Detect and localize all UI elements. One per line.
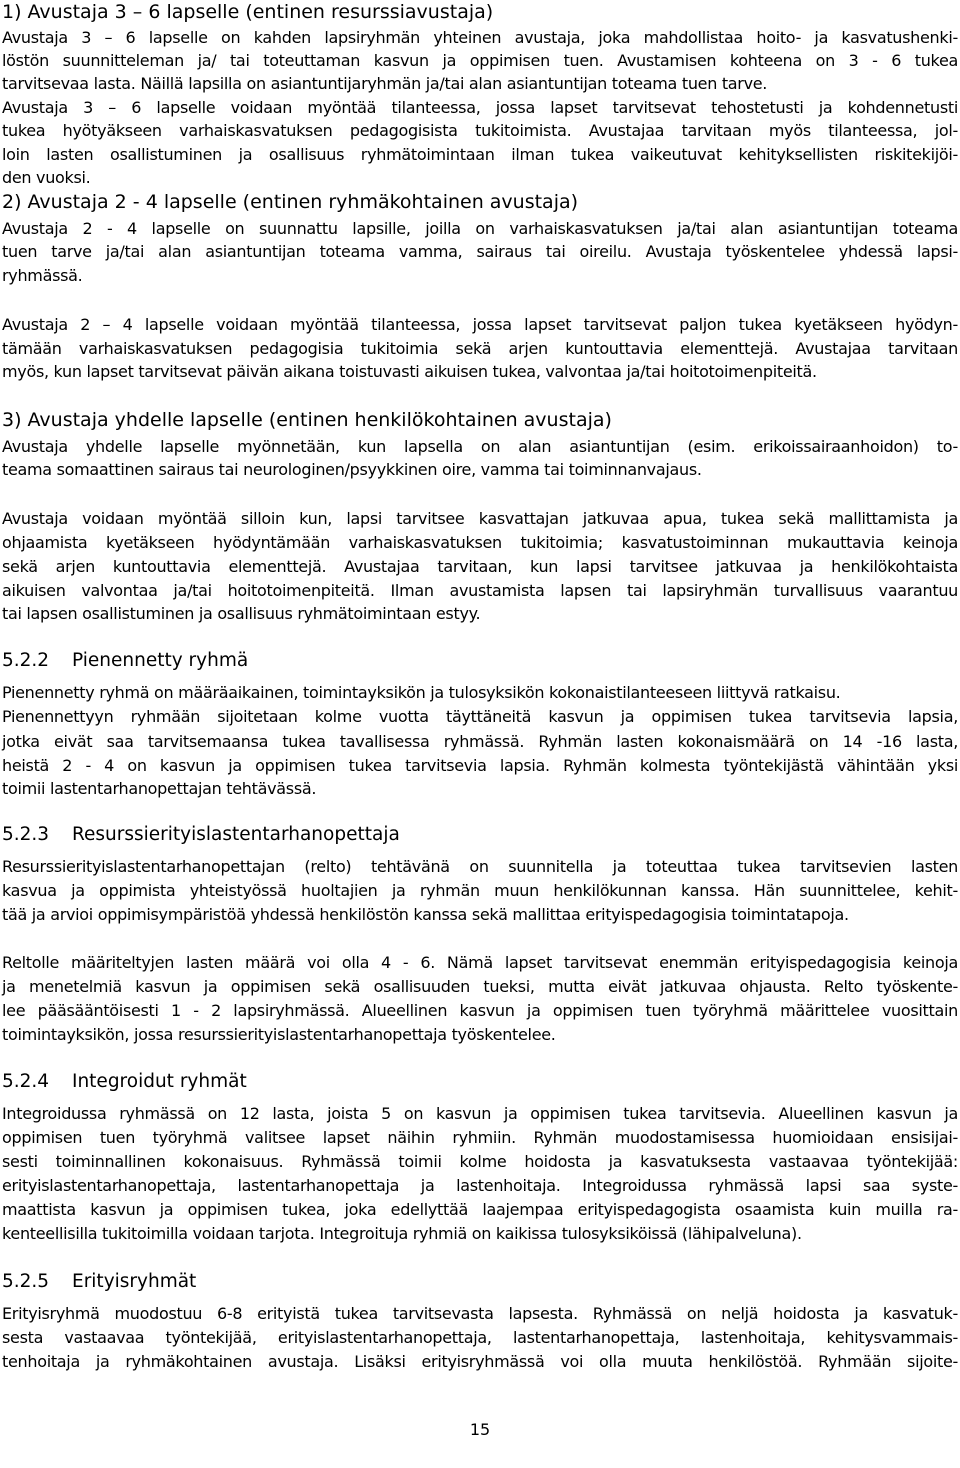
paragraph-line: tukea hyötyäkseen varhaiskasvatuksen pedagogisista tukitoimista. Avustajaa tarvitaan myös tilanteessa, jol- [2,121,958,140]
subsection-number: 5.2.3 [2,824,50,845]
paragraph-line: heistä 2 - 4 on kasvun ja oppimisen tukea tarvitsevia lapsia. Ryhmän kolmesta työntekijästä vähintään yksi [2,756,958,775]
paragraph-line: maattista kasvun ja oppimisen tukea, joka edellyttää laajempaa erityispedagogista osaamista kuin muilla ra- [2,1200,958,1219]
paragraph-line: teama somaattinen sairaus tai neurologinen/psyykkinen oire, vamma tai toiminnanvajaus. [2,460,702,479]
paragraph-line: Erityisryhmä muodostuu 6-8 erityistä tukea tarvitsevasta lapsesta. Ryhmässä on neljä hoidosta ja kasvatuk- [2,1304,958,1323]
paragraph-line: ja menetelmiä kasvun ja oppimisen sekä osallisuuden tueksi, mutta eivät jatkuvaa ohjausta. Relto työskente- [2,977,958,996]
paragraph-line: tai lapsen osallistuminen ja osallisuus ryhmätoimintaan estyy. [2,604,481,623]
subsection-title: Pienennetty ryhmä [72,650,249,671]
subsection-title: Erityisryhmät [72,1271,197,1292]
paragraph-line: lee pääsääntöisesti 1 - 2 lapsiryhmässä. Alueellinen kasvun ja oppimisen tuen työryhmä määrittelee vuosittain [2,1001,958,1020]
paragraph-line: tää ja arvioi oppimisympäristöä yhdessä henkilöstön kanssa sekä mallittaa erityispedagogisia toimintatapoja. [2,905,849,924]
paragraph-line: ryhmässä. [2,266,83,285]
paragraph-line: kasvua ja oppimista yhteistyössä huoltajien ja ryhmän muun henkilökunnan kanssa. Hän suunnittelee, kehit- [2,881,958,900]
subsection-title: Resurssierityislastentarhanopettaja [72,824,400,845]
subsection-number: 5.2.2 [2,650,50,671]
subsection-heading [2,650,248,672]
paragraph-line: Pienennetty ryhmä on määräaikainen, toimintayksikön ja tulosyksikön kokonaistilanteeseen liittyvä ratkaisu. [2,683,841,702]
paragraph-line: myös, kun lapset tarvitsevat päivän aikana toistuvasti aikuisen tukea, valvontaa ja/tai hoitotoimenpiteitä. [2,362,817,381]
subsection-title: Integroidut ryhmät [72,1071,247,1092]
paragraph-line: Pienennettyyn ryhmään sijoitetaan kolme vuotta täyttäneitä kasvun ja oppimisen tukea tarvitsevia lapsia, [2,707,958,726]
subsection-number: 5.2.5 [2,1271,50,1292]
paragraph-line: Avustaja 3 – 6 lapselle voidaan myöntää tilanteessa, jossa lapset tarvitsevat tehostetusti ja kohdennetusti [2,98,958,117]
subsection-heading [2,1071,247,1093]
paragraph-line: toimintayksikön, jossa resurssierityislastentarhanopettaja työskentelee. [2,1025,556,1044]
paragraph-line: tuen tarve ja/tai alan asiantuntijan toteama vamma, sairaus tai oireilu. Avustaja työskentelee yhdessä lapsi- [2,242,958,261]
paragraph-line: sesta vastaavaa työntekijää, erityislastentarhanopettaja, lastentarhanopettaja, lastenhoitaja, kehitysvammais- [2,1328,958,1347]
section-heading: 2) Avustaja 2 - 4 lapselle (entinen ryhmäkohtainen avustaja) [2,191,579,213]
paragraph-line: tenhoitaja ja ryhmäkohtainen avustaja. Lisäksi erityisryhmässä voi olla muuta henkilöstöä. Ryhmään sijoite- [2,1352,958,1371]
paragraph-line: den vuoksi. [2,168,91,187]
paragraph-line: tämään varhaiskasvatuksen pedagogisia tukitoimia sekä arjen kuntouttavia elementtejä. Avustajaa tarvitaan [2,339,958,358]
paragraph-line: ohjaamista kyetäkseen hyödyntämään varhaiskasvatuksen tukitoimia; kasvatustoiminnan mukauttavia keinoja [2,533,958,552]
paragraph-line: Avustaja yhdelle lapselle myönnetään, kun lapsella on alan asiantuntijan (esim. erikoissairaanhoidon) to- [2,437,958,456]
paragraph-line: erityislastentarhanopettaja, lastentarhanopettaja ja lastenhoitaja. Integroidussa ryhmässä lapsi saa syste- [2,1176,958,1195]
paragraph-line: Reltolle määriteltyjen lasten määrä voi olla 4 - 6. Nämä lapset tarvitsevat enemmän erityispedagogisia keinoja [2,953,958,972]
paragraph-line: sesti toiminnallinen kokonaisuus. Ryhmässä toimii kolme hoidosta ja kasvatuksesta vastaavaa työntekijää: [2,1152,958,1171]
subsection-number: 5.2.4 [2,1071,50,1092]
paragraph-line: jotka eivät saa tarvitsemaansa tukea tavallisessa ryhmässä. Ryhmän lasten kokonaismäärä on 14 -16 lasta, [2,732,958,751]
page-number: 15 [469,1420,491,1439]
paragraph-line: aikuisen valvontaa ja/tai hoitotoimenpiteitä. Ilman avustamista lapsen tai lapsiryhmän turvallisuus vaarantuu [2,581,958,600]
paragraph-line: tarvitsevaa lasta. Näillä lapsilla on asiantuntijaryhmän ja/tai alan asiantuntijan toteama tuen tarve. [2,74,768,93]
paragraph-line: Avustaja 2 - 4 lapselle on suunnattu lapsille, joilla on varhaiskasvatuksen ja/tai alan asiantuntijan toteama [2,219,958,238]
paragraph-line: löstön suunnitteleman ja/ tai toteuttaman kasvun ja oppimisen tuen. Avustamisen kohteena on 3 - 6 tukea [2,51,958,70]
paragraph-line: loin lasten osallistuminen ja osallisuus ryhmätoimintaan ilman tukea vaikeutuvat kehityksellisten riskitekijöi- [2,145,958,164]
subsection-heading [2,1271,196,1293]
paragraph-line: Avustaja voidaan myöntää silloin kun, lapsi tarvitsee kasvattajan jatkuvaa apua, tukea sekä mallittamista ja [2,509,958,528]
paragraph-line: Avustaja 3 – 6 lapselle on kahden lapsiryhmän yhteinen avustaja, joka mahdollistaa hoito- ja kasvatushenki- [2,28,958,47]
paragraph-line: Avustaja 2 – 4 lapselle voidaan myöntää tilanteessa, jossa lapset tarvitsevat paljon tukea kyetäkseen hyödyn- [2,315,958,334]
paragraph-line: oppimisen tuen työryhmä valitsee lapset näihin ryhmiin. Ryhmän muodostamisessa huomioidaan ensisijai- [2,1128,958,1147]
section-heading: 1) Avustaja 3 – 6 lapselle (entinen resurssiavustaja) [2,1,494,23]
paragraph-line: Integroidussa ryhmässä on 12 lasta, joista 5 on kasvun ja oppimisen tukea tarvitsevia. Alueellinen kasvun ja [2,1104,958,1123]
paragraph-line: Resurssierityislastentarhanopettajan (relto) tehtävänä on suunnitella ja toteuttaa tukea tarvitsevien lasten [2,857,958,876]
paragraph-line: kenteellisilla tukitoimilla voidaan tarjota. Integroituja ryhmiä on kaikissa tulosyksiköissä (lähipalveluna). [2,1224,802,1243]
section-heading: 3) Avustaja yhdelle lapselle (entinen henkilökohtainen avustaja) [2,409,612,431]
paragraph-line: toimii lastentarhanopettajan tehtävässä. [2,779,317,798]
paragraph-line: sekä arjen kuntouttavia elementtejä. Avustajaa tarvitaan, kun lapsi tarvitsee jatkuvaa ja henkilökohtaista [2,557,958,576]
subsection-heading [2,824,400,846]
